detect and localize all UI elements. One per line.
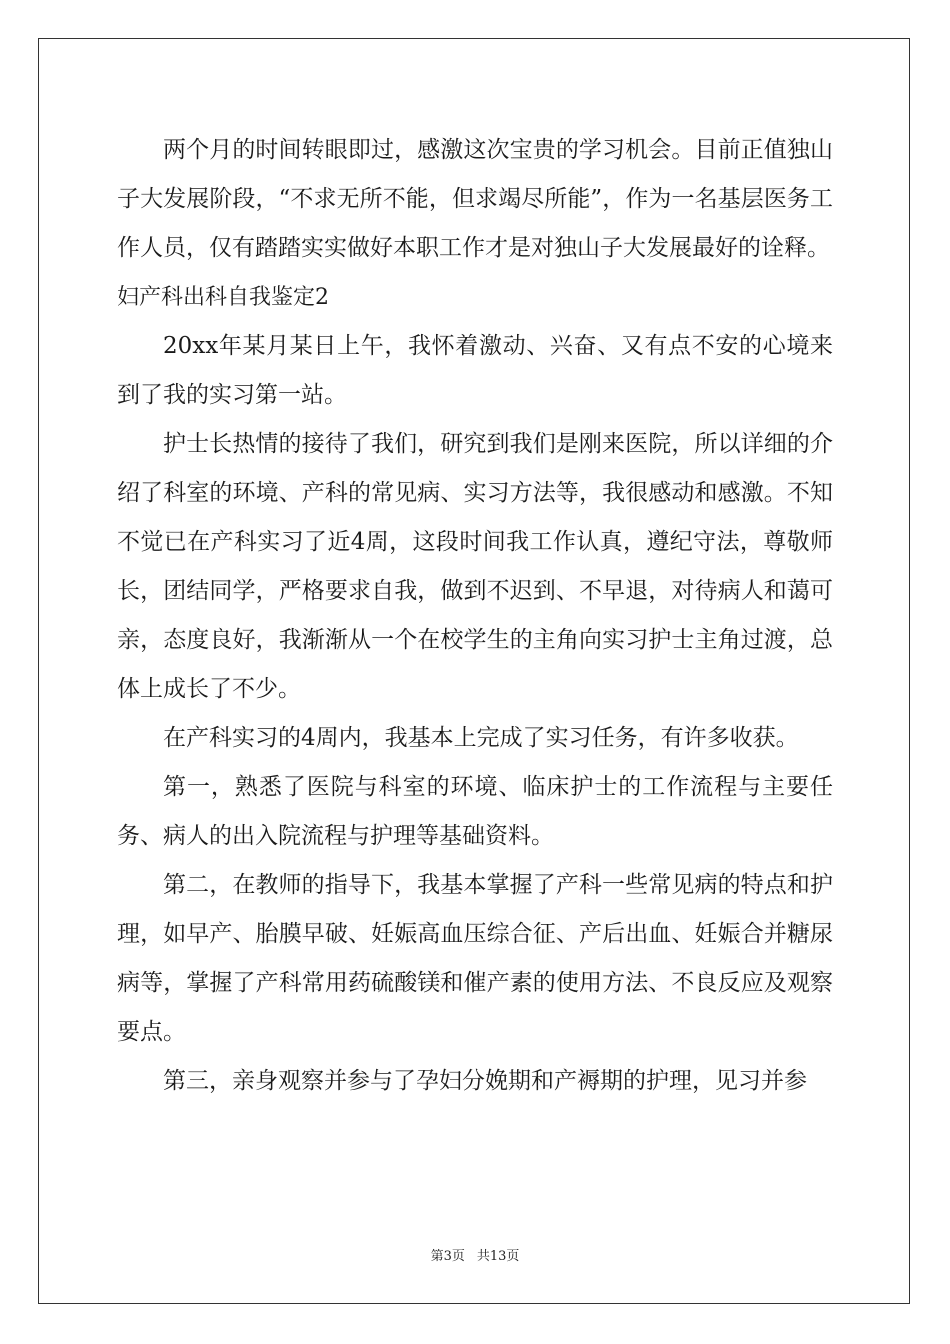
page-number: 第3页 — [430, 1249, 465, 1264]
paragraph-1: 两个月的时间转眼即过，感激这次宝贵的学习机会。目前正值独山子大发展阶段，“不求无所不能，但求竭尽所能”，作为一名基层医务工作人员，仅有踏踏实实做好本职工作才是对独山子大发展最好的诠释。 — [117, 137, 833, 261]
paragraph-4: 在产科实习的4周内，我基本上完成了实习任务，有许多收获。 — [163, 725, 799, 751]
paragraph-2: 20xx年某月某日上午，我怀着激动、兴奋、又有点不安的心境来到了我的实习第一站。 — [117, 333, 833, 408]
paragraph-3: 护士长热情的接待了我们，研究到我们是刚来医院，所以详细的介绍了科室的环境、产科的常见病、实习方法等，我很感动和感激。不知不觉已在产科实习了近4周，这段时间我工作认真，遵纪守法，尊敬师长，团结同学，严格要求自我，做到不迟到、不早退，对待病人和蔼可亲，态度良好，我渐渐从一个在校学生的主角向实习护士主角过渡，总体上成长了不少。 — [117, 431, 833, 702]
paragraph-5: 第一，熟悉了医院与科室的环境、临床护士的工作流程与主要任务、病人的出入院流程与护理等基础资料。 — [117, 774, 833, 849]
paragraph-6: 第二，在教师的指导下，我基本掌握了产科一些常见病的特点和护理，如早产、胎膜早破、妊娠高血压综合征、产后出血、妊娠合并糖尿病等，掌握了产科常用药硫酸镁和催产素的使用方法、不良反应及观察要点。 — [117, 872, 833, 1045]
page-total: 共13页 — [476, 1249, 520, 1264]
page-footer — [0, 1245, 950, 1264]
document-body — [117, 126, 833, 1106]
paragraph-7: 第三，亲身观察并参与了孕妇分娩期和产褥期的护理，见习并参 — [163, 1068, 807, 1094]
section-heading: 妇产科出科自我鉴定2 — [117, 285, 329, 310]
